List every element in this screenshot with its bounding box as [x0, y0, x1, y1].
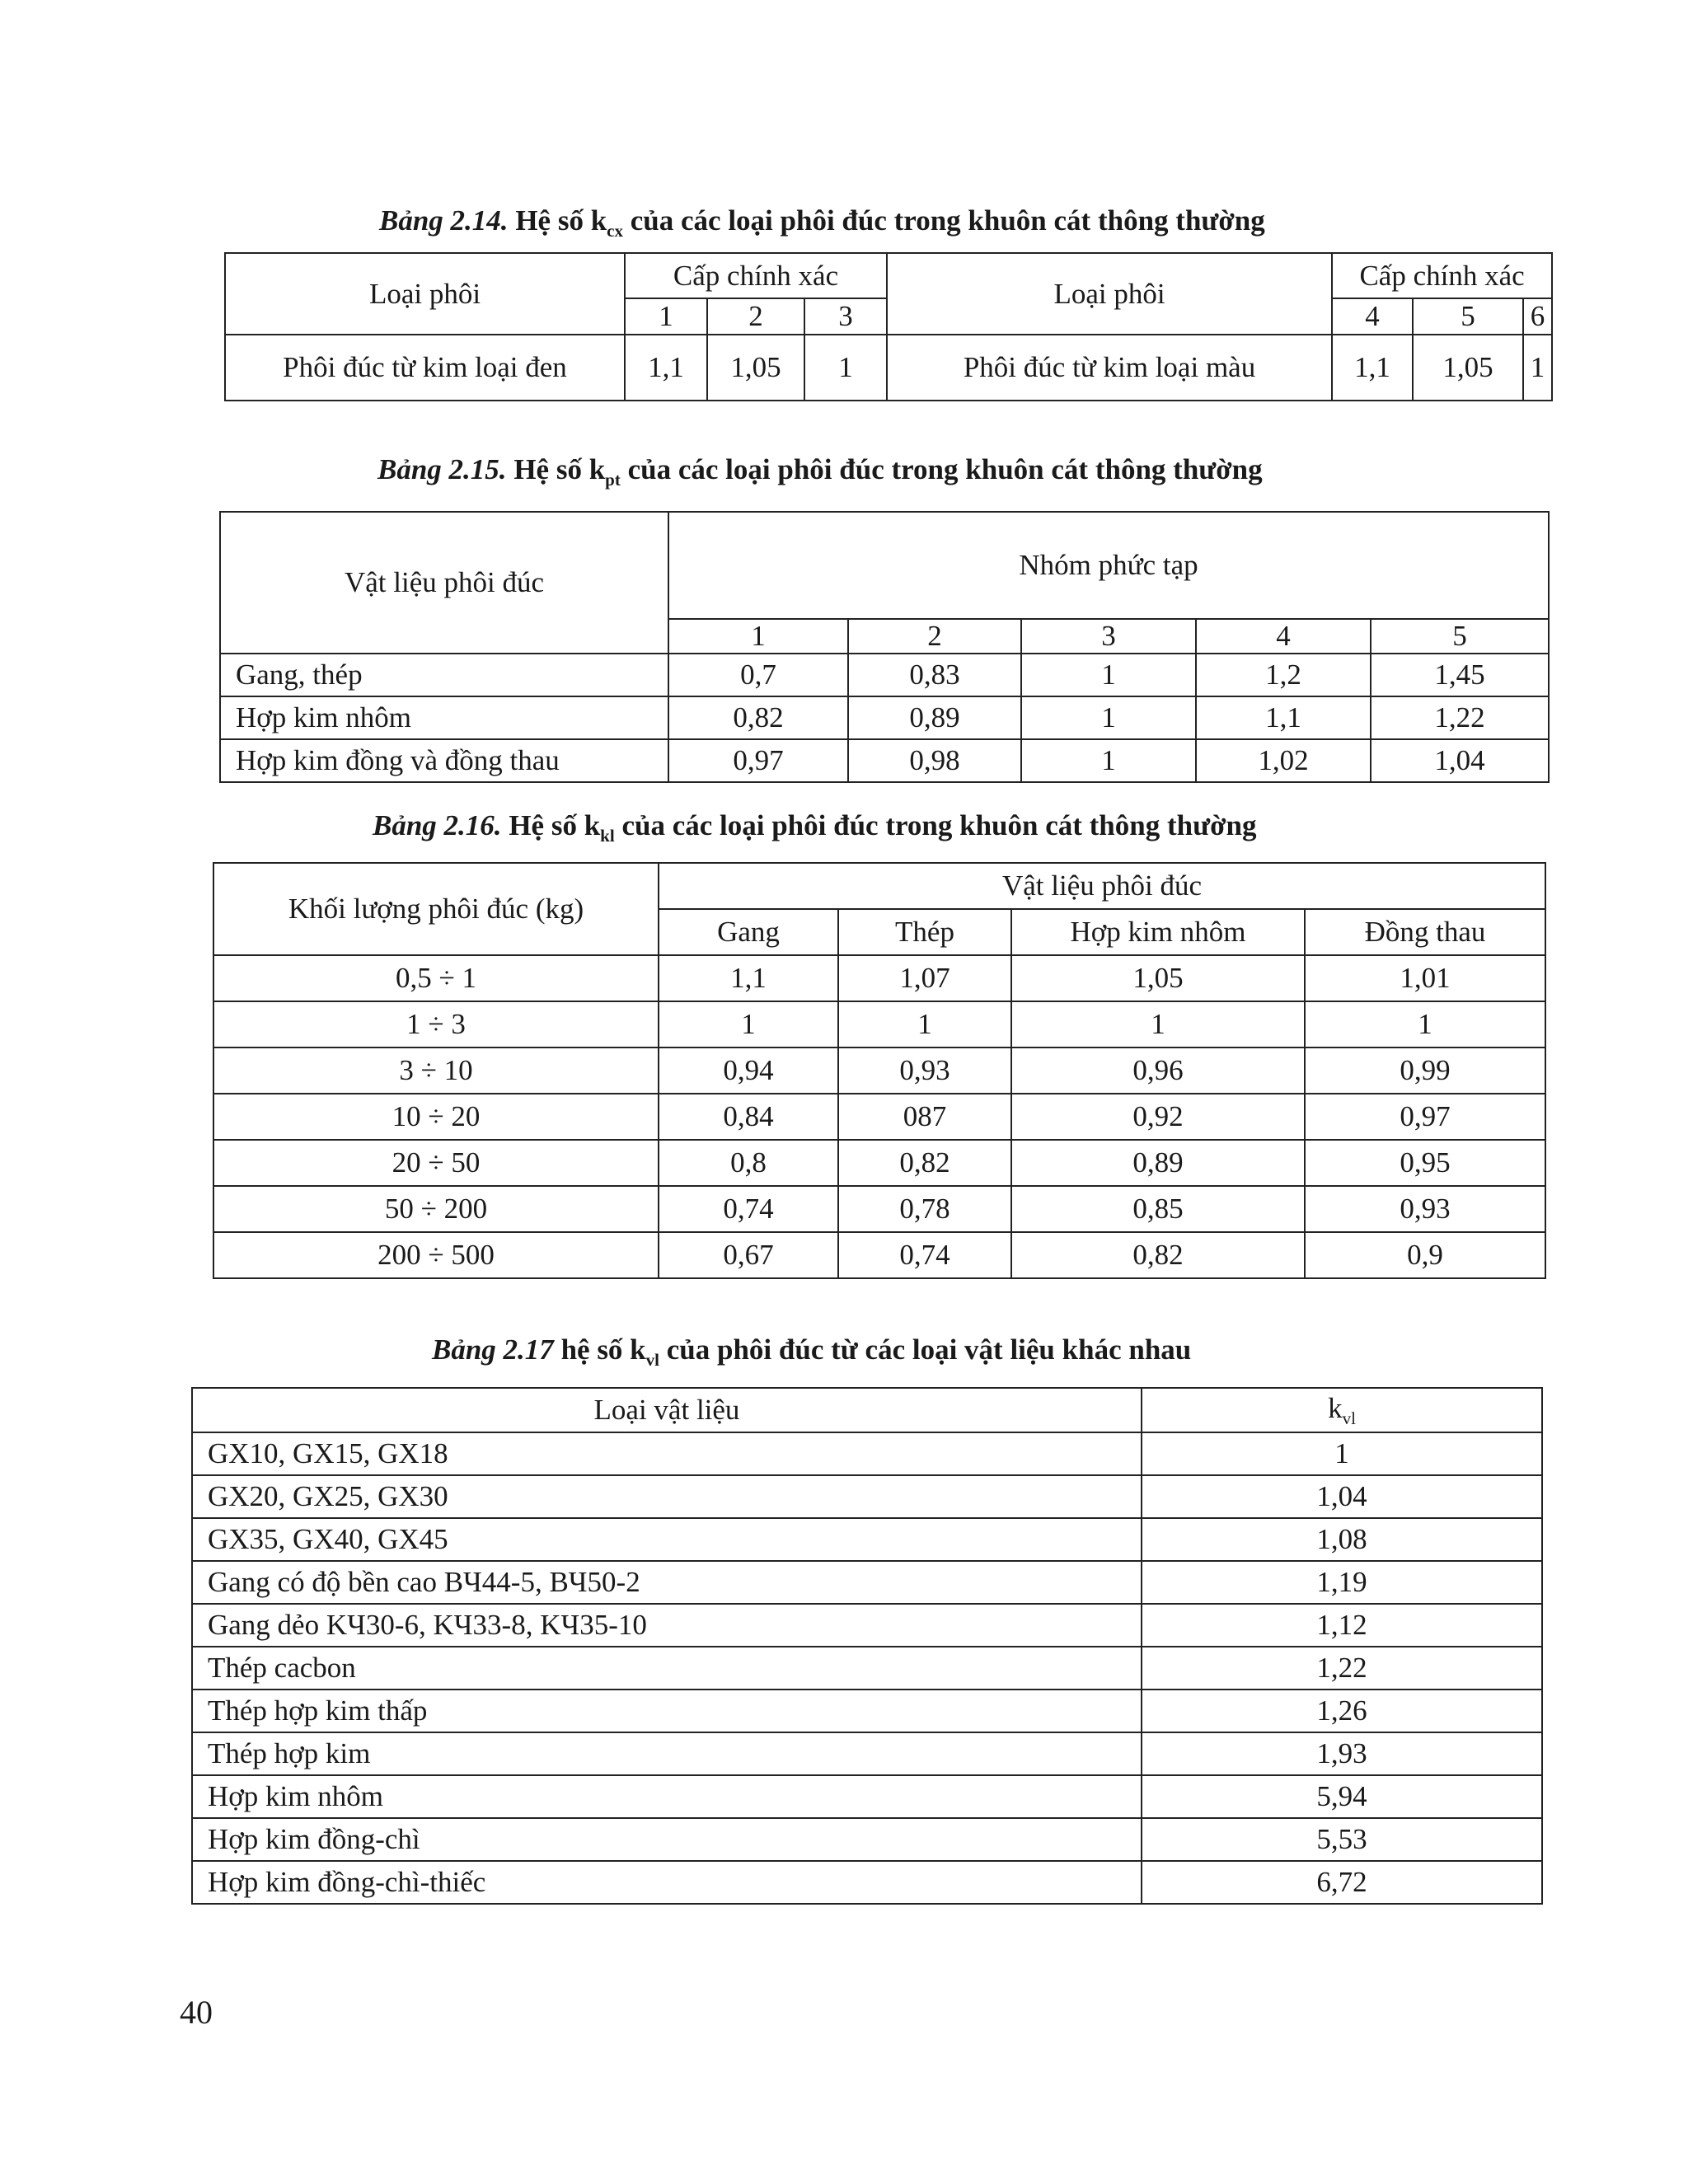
table-row	[220, 654, 1549, 696]
caption-number: Bảng 2.14.	[379, 204, 509, 237]
mass-header: Khối lượng phôi đúc (kg)	[213, 863, 659, 955]
row-label: Hợp kim đồng và đồng thau	[220, 739, 668, 782]
value-cell: 0,95	[1305, 1140, 1545, 1186]
table-row	[213, 1047, 1545, 1094]
value-cell: 1,93	[1142, 1732, 1542, 1775]
table-2-14	[224, 252, 1553, 401]
material-header: Vật liệu phôi đúc	[220, 512, 668, 654]
value-cell: 1,1	[659, 955, 838, 1001]
row-label: 0,5 ÷ 1	[213, 955, 659, 1001]
value-cell: 0,99	[1305, 1047, 1545, 1094]
grade-cell: 2	[707, 298, 804, 335]
table-row	[220, 739, 1549, 782]
caption-text: Hệ số $k_{pt}$ của các loại phôi đúc trong khuôn cát thông thường	[513, 453, 1263, 490]
complexity-group-header: Nhóm phức tạp	[668, 512, 1549, 619]
value-cell: 0,67	[659, 1232, 838, 1278]
value-cell: 1	[1021, 739, 1196, 782]
value-cell: 0,94	[659, 1047, 838, 1094]
material-column-header: Đồng thau	[1305, 909, 1545, 955]
value-cell: 0,8	[659, 1140, 838, 1186]
value-cell: 1	[1021, 654, 1196, 696]
table-row	[220, 696, 1549, 739]
grade-cell: 3	[804, 298, 887, 335]
material-column-header: Gang	[659, 909, 838, 955]
value-cell: 1,12	[1142, 1604, 1542, 1647]
value-cell: 1	[1011, 1001, 1305, 1047]
table-row	[213, 1186, 1545, 1232]
table-row	[192, 1604, 1542, 1647]
grade-cell: 1	[625, 298, 707, 335]
row-label: Thép hợp kim thấp	[192, 1690, 1142, 1732]
material-column-header: Thép	[838, 909, 1011, 955]
table-row	[192, 1518, 1542, 1561]
caption-number: Bảng 2.16.	[373, 809, 502, 841]
value-cell: 1	[1305, 1001, 1545, 1047]
value-cell: 087	[838, 1094, 1011, 1140]
value-cell: 1	[804, 335, 887, 401]
row-label: 50 ÷ 200	[213, 1186, 659, 1232]
value-cell: 1,08	[1142, 1518, 1542, 1561]
value-cell: 0,98	[848, 739, 1021, 782]
value-cell: 1,45	[1371, 654, 1549, 696]
value-cell: 1	[838, 1001, 1011, 1047]
grade-cell: 4	[1332, 298, 1413, 335]
table-2-15-caption	[377, 453, 1263, 490]
row-label: Gang, thép	[220, 654, 668, 696]
table-row	[192, 1775, 1542, 1818]
page-number: 40	[180, 1994, 213, 2031]
row-label: Hợp kim đồng-chì	[192, 1818, 1142, 1861]
value-cell: 0,85	[1011, 1186, 1305, 1232]
value-cell: 1,1	[1196, 696, 1371, 739]
right-type-header: Loại phôi	[887, 253, 1332, 335]
table-row	[192, 1690, 1542, 1732]
coefficient-header: $k_{vl}$	[1142, 1388, 1542, 1432]
value-cell: 1,1	[1332, 335, 1413, 401]
value-cell: 1,1	[625, 335, 707, 401]
table-row	[213, 1094, 1545, 1140]
material-type-header: Loại vật liệu	[192, 1388, 1142, 1432]
table-2-16	[213, 862, 1546, 1279]
table-2-16-caption	[373, 809, 1256, 846]
row-label: Gang có độ bền cao BЧ44-5, BЧ50-2	[192, 1561, 1142, 1604]
value-cell: 1,22	[1371, 696, 1549, 739]
value-cell: 0,74	[838, 1232, 1011, 1278]
group-number: 3	[1021, 619, 1196, 654]
group-number: 2	[848, 619, 1021, 654]
value-cell: 0,97	[1305, 1094, 1545, 1140]
table-row	[192, 1432, 1542, 1475]
caption-text: hệ số $k_{vl}$ của phôi đúc từ các loại vật liệu khác nhau	[560, 1333, 1192, 1370]
table-2-15	[219, 511, 1550, 783]
value-cell: 0,89	[848, 696, 1021, 739]
value-cell: 1,05	[1011, 955, 1305, 1001]
value-cell: 0,93	[1305, 1186, 1545, 1232]
right-precision-header: Cấp chính xác	[1332, 253, 1552, 298]
caption-number: Bảng 2.17	[432, 1333, 554, 1366]
value-cell: 1	[1021, 696, 1196, 739]
table-row	[213, 955, 1545, 1001]
value-cell: 1,05	[707, 335, 804, 401]
value-cell: 0,96	[1011, 1047, 1305, 1094]
group-number: 5	[1371, 619, 1549, 654]
value-cell: 0,83	[848, 654, 1021, 696]
value-cell: 1,01	[1305, 955, 1545, 1001]
value-cell: 0,89	[1011, 1140, 1305, 1186]
value-cell: 0,97	[668, 739, 848, 782]
row-label: 3 ÷ 10	[213, 1047, 659, 1094]
row-label: Gang dẻo KЧ30-6, KЧ33-8, KЧ35-10	[192, 1604, 1142, 1647]
value-cell: 0,9	[1305, 1232, 1545, 1278]
row-label: 20 ÷ 50	[213, 1140, 659, 1186]
row-label: Hợp kim nhôm	[192, 1775, 1142, 1818]
row-label: 200 ÷ 500	[213, 1232, 659, 1278]
table-row	[192, 1818, 1542, 1861]
left-precision-header: Cấp chính xác	[625, 253, 887, 298]
value-cell: 0,93	[838, 1047, 1011, 1094]
value-cell: 0,84	[659, 1094, 838, 1140]
grade-cell: 6	[1523, 298, 1552, 335]
value-cell: 5,53	[1142, 1818, 1542, 1861]
table-row	[213, 1140, 1545, 1186]
value-cell: 1	[659, 1001, 838, 1047]
value-cell: 1,19	[1142, 1561, 1542, 1604]
table-2-17-caption	[432, 1333, 1191, 1371]
caption-text: Hệ số $k_{cx}$ của các loại phôi đúc trong khuôn cát thông thường	[515, 204, 1265, 241]
value-cell: 1,2	[1196, 654, 1371, 696]
table-row	[192, 1561, 1542, 1604]
value-cell: 0,74	[659, 1186, 838, 1232]
value-cell: 0,78	[838, 1186, 1011, 1232]
table-row	[192, 1647, 1542, 1690]
row-label: Thép hợp kim	[192, 1732, 1142, 1775]
row-label: Hợp kim nhôm	[220, 696, 668, 739]
left-type-header: Loại phôi	[225, 253, 625, 335]
table-row	[192, 1475, 1542, 1518]
table-2-14-caption	[379, 204, 1265, 241]
table-row	[213, 1232, 1545, 1278]
group-number: 1	[668, 619, 848, 654]
value-cell: 1,22	[1142, 1647, 1542, 1690]
table-row	[213, 1001, 1545, 1047]
caption-text: Hệ số $k_{kl}$ của các loại phôi đúc trong khuôn cát thông thường	[509, 809, 1257, 846]
row-label: GX20, GX25, GX30	[192, 1475, 1142, 1518]
table-row	[192, 1861, 1542, 1904]
row-label: Phôi đúc từ kim loại đen	[225, 335, 625, 401]
value-cell: 0,92	[1011, 1094, 1305, 1140]
caption-number: Bảng 2.15.	[377, 453, 507, 485]
row-label: 10 ÷ 20	[213, 1094, 659, 1140]
row-label: Hợp kim đồng-chì-thiếc	[192, 1861, 1142, 1904]
value-cell: 1,04	[1371, 739, 1549, 782]
material-column-header: Hợp kim nhôm	[1011, 909, 1305, 955]
value-cell: 5,94	[1142, 1775, 1542, 1818]
value-cell: 6,72	[1142, 1861, 1542, 1904]
value-cell: 1,02	[1196, 739, 1371, 782]
value-cell: 0,82	[668, 696, 848, 739]
value-cell: 1	[1523, 335, 1552, 401]
row-label: GX10, GX15, GX18	[192, 1432, 1142, 1475]
value-cell: 1,07	[838, 955, 1011, 1001]
value-cell: 1	[1142, 1432, 1542, 1475]
row-label: Phôi đúc từ kim loại màu	[887, 335, 1332, 401]
table-row	[192, 1732, 1542, 1775]
value-cell: 0,82	[1011, 1232, 1305, 1278]
row-label: 1 ÷ 3	[213, 1001, 659, 1047]
row-label: GX35, GX40, GX45	[192, 1518, 1142, 1561]
value-cell: 1,05	[1413, 335, 1523, 401]
row-label: Thép cacbon	[192, 1647, 1142, 1690]
value-cell: 1,04	[1142, 1475, 1542, 1518]
material-header: Vật liệu phôi đúc	[659, 863, 1545, 909]
grade-cell: 5	[1413, 298, 1523, 335]
group-number: 4	[1196, 619, 1371, 654]
value-cell: 1,26	[1142, 1690, 1542, 1732]
table-2-17	[191, 1387, 1543, 1905]
value-cell: 0,7	[668, 654, 848, 696]
value-cell: 0,82	[838, 1140, 1011, 1186]
